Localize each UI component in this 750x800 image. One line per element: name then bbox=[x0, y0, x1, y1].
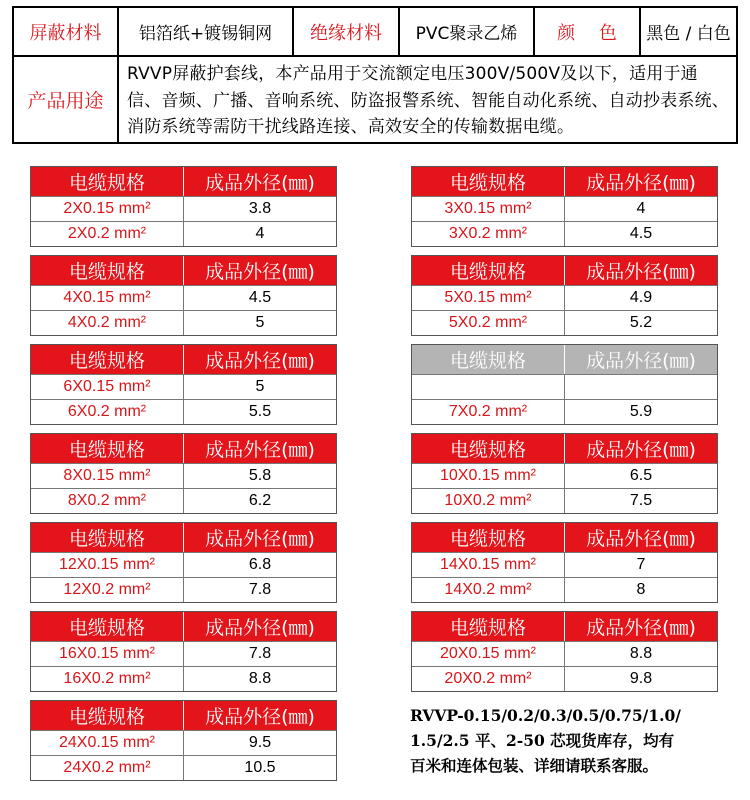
material-row bbox=[14, 8, 736, 57]
spec-table-10-core bbox=[411, 433, 718, 514]
spec-cell: 20X0.2 mm² bbox=[412, 667, 565, 691]
diameter-cell: 7.8 bbox=[248, 645, 272, 662]
spec-column-header: 电缆规格 bbox=[31, 701, 184, 730]
diameter-column-header: 成品外径(㎜) bbox=[205, 439, 315, 461]
table-row bbox=[412, 463, 717, 488]
diameter-cell: 4.5 bbox=[629, 225, 653, 242]
spec-table-header bbox=[31, 167, 336, 196]
stock-note bbox=[410, 703, 740, 778]
diameter-cell: 8.8 bbox=[629, 645, 653, 662]
diameter-column-header: 成品外径(㎜) bbox=[586, 172, 696, 194]
table-row bbox=[412, 374, 717, 399]
usage-row bbox=[14, 57, 736, 142]
usage-label: 产品用途 bbox=[14, 57, 119, 142]
spec-table-4-core bbox=[30, 255, 337, 336]
spec-column-header: 电缆规格 bbox=[31, 523, 184, 552]
spec-table-header bbox=[412, 434, 717, 463]
spec-table-header bbox=[412, 167, 717, 196]
insulation-material-label: 绝缘材料 bbox=[294, 8, 400, 55]
diameter-column-header: 成品外径(㎜) bbox=[586, 439, 696, 461]
table-row bbox=[412, 577, 717, 602]
spec-table-header bbox=[412, 612, 717, 641]
diameter-cell: 5 bbox=[255, 378, 265, 395]
diameter-column-header: 成品外径(㎜) bbox=[586, 528, 696, 550]
spec-cell: 4X0.15 mm² bbox=[31, 286, 184, 310]
diameter-column-header: 成品外径(㎜) bbox=[205, 261, 315, 283]
spec-table-3-core bbox=[411, 166, 718, 247]
spec-column-header: 电缆规格 bbox=[31, 612, 184, 641]
diameter-cell: 5 bbox=[255, 314, 265, 331]
spec-table-header bbox=[412, 256, 717, 285]
diameter-cell bbox=[565, 375, 717, 399]
table-row bbox=[31, 374, 336, 399]
table-row bbox=[412, 310, 717, 335]
spec-cell: 16X0.15 mm² bbox=[31, 642, 184, 666]
spec-cell: 12X0.15 mm² bbox=[31, 553, 184, 577]
spec-table-16-core bbox=[30, 611, 337, 692]
spec-table-header bbox=[31, 701, 336, 730]
spec-cell: 16X0.2 mm² bbox=[31, 667, 184, 691]
diameter-column-header: 成品外径(㎜) bbox=[205, 350, 315, 372]
spec-cell: 14X0.2 mm² bbox=[412, 578, 565, 602]
spec-column-header: 电缆规格 bbox=[412, 612, 565, 641]
table-row bbox=[412, 488, 717, 513]
spec-table-8-core bbox=[30, 433, 337, 514]
table-row bbox=[31, 285, 336, 310]
spec-table-5-core bbox=[411, 255, 718, 336]
spec-cell: 12X0.2 mm² bbox=[31, 578, 184, 602]
table-row bbox=[31, 666, 336, 691]
shield-material-label: 屏蔽材料 bbox=[14, 8, 119, 55]
spec-cell: 3X0.15 mm² bbox=[412, 197, 565, 221]
spec-cell: 14X0.15 mm² bbox=[412, 553, 565, 577]
spec-table-header bbox=[412, 523, 717, 552]
shield-material-value: 铝箔纸+镀锡铜网 bbox=[119, 8, 294, 55]
spec-cell: 10X0.2 mm² bbox=[412, 489, 565, 513]
spec-cell: 5X0.15 mm² bbox=[412, 286, 565, 310]
spec-table-2-core bbox=[30, 166, 337, 247]
diameter-cell: 9.5 bbox=[248, 734, 272, 751]
table-row bbox=[31, 196, 336, 221]
stock-note-line: 百米和连体包装、详细请联系客服。 bbox=[410, 756, 659, 775]
spec-cell: 6X0.15 mm² bbox=[31, 375, 184, 399]
spec-column-header: 电缆规格 bbox=[412, 167, 565, 196]
spec-cell: 2X0.2 mm² bbox=[31, 222, 184, 246]
diameter-cell: 5.8 bbox=[248, 467, 272, 484]
spec-column-header: 电缆规格 bbox=[412, 345, 565, 374]
spec-cell: 4X0.2 mm² bbox=[31, 311, 184, 335]
table-row bbox=[412, 399, 717, 424]
spec-column-header: 电缆规格 bbox=[31, 167, 184, 196]
insulation-material-value: PVC聚录乙烯 bbox=[400, 8, 535, 55]
spec-table-20-core bbox=[411, 611, 718, 692]
spec-table-12-core bbox=[30, 522, 337, 603]
diameter-column-header: 成品外径(㎜) bbox=[586, 261, 696, 283]
diameter-column-header: 成品外径(㎜) bbox=[586, 350, 696, 372]
table-row bbox=[31, 641, 336, 666]
spec-table-header bbox=[31, 612, 336, 641]
usage-description: RVVP屏蔽护套线，本产品用于交流额定电压300V/500V及以下，适用于通信、音频、广播、音响系统、防盗报警系统、智能自动化系统、自动抄表系统、消防系统等需防干扰线路连接、高效安全的传输数据电缆。 bbox=[127, 64, 729, 137]
table-row bbox=[31, 310, 336, 335]
table-row bbox=[412, 285, 717, 310]
diameter-column-header: 成品外径(㎜) bbox=[205, 528, 315, 550]
spec-table-6-core bbox=[30, 344, 337, 425]
table-row bbox=[31, 755, 336, 780]
table-row bbox=[31, 488, 336, 513]
table-row bbox=[412, 666, 717, 691]
diameter-cell: 3.8 bbox=[248, 200, 272, 217]
diameter-column-header: 成品外径(㎜) bbox=[205, 172, 315, 194]
diameter-cell: 6.2 bbox=[248, 492, 272, 509]
spec-cell: 5X0.2 mm² bbox=[412, 311, 565, 335]
table-row bbox=[412, 641, 717, 666]
table-row bbox=[412, 196, 717, 221]
spec-table-header bbox=[31, 523, 336, 552]
spec-table-7-core bbox=[411, 344, 718, 425]
diameter-cell: 9.8 bbox=[629, 670, 653, 687]
diameter-column-header: 成品外径(㎜) bbox=[205, 617, 315, 639]
color-value: 黑色 / 白色 bbox=[646, 24, 731, 44]
diameter-cell: 7 bbox=[636, 556, 646, 573]
diameter-cell: 4 bbox=[636, 200, 646, 217]
diameter-cell: 5.5 bbox=[248, 403, 272, 420]
spec-cell: 7X0.2 mm² bbox=[412, 400, 565, 424]
diameter-cell: 8.8 bbox=[248, 670, 272, 687]
spec-column-header: 电缆规格 bbox=[412, 256, 565, 285]
stock-note-line: 1.5/2.5 平、2-50 芯现货库存，均有 bbox=[410, 731, 675, 750]
spec-column-header: 电缆规格 bbox=[412, 523, 565, 552]
spec-table-header bbox=[31, 256, 336, 285]
spec-cell: 10X0.15 mm² bbox=[412, 464, 565, 488]
spec-cell: 3X0.2 mm² bbox=[412, 222, 565, 246]
diameter-cell: 8 bbox=[636, 581, 646, 598]
spec-cell: 24X0.2 mm² bbox=[31, 756, 184, 780]
stock-note-line: RVVP-0.15/0.2/0.3/0.5/0.75/1.0/ bbox=[410, 706, 681, 725]
diameter-cell: 6.8 bbox=[248, 556, 272, 573]
spec-column-header: 电缆规格 bbox=[31, 345, 184, 374]
diameter-cell: 5.2 bbox=[629, 314, 653, 331]
diameter-cell: 4.5 bbox=[248, 289, 272, 306]
table-row bbox=[31, 463, 336, 488]
spec-table-24-core bbox=[30, 700, 337, 781]
diameter-cell: 7.8 bbox=[248, 581, 272, 598]
table-row bbox=[412, 221, 717, 246]
diameter-column-header: 成品外径(㎜) bbox=[205, 706, 315, 728]
spec-table-14-core bbox=[411, 522, 718, 603]
spec-cell bbox=[412, 375, 565, 399]
spec-cell: 8X0.15 mm² bbox=[31, 464, 184, 488]
table-row bbox=[412, 552, 717, 577]
spec-table-header bbox=[31, 434, 336, 463]
table-row bbox=[31, 730, 336, 755]
spec-table-header bbox=[412, 345, 717, 374]
spec-cell: 20X0.15 mm² bbox=[412, 642, 565, 666]
diameter-column-header: 成品外径(㎜) bbox=[586, 617, 696, 639]
diameter-cell: 4 bbox=[255, 225, 265, 242]
product-info-table bbox=[12, 6, 738, 144]
table-row bbox=[31, 399, 336, 424]
color-label: 颜 色 bbox=[535, 8, 641, 55]
spec-column-header: 电缆规格 bbox=[412, 434, 565, 463]
spec-column-header: 电缆规格 bbox=[31, 256, 184, 285]
diameter-cell: 5.9 bbox=[629, 403, 653, 420]
diameter-cell: 10.5 bbox=[244, 759, 276, 776]
diameter-cell: 7.5 bbox=[629, 492, 653, 509]
diameter-cell: 6.5 bbox=[629, 467, 653, 484]
spec-cell: 2X0.15 mm² bbox=[31, 197, 184, 221]
table-row bbox=[31, 221, 336, 246]
table-row bbox=[31, 552, 336, 577]
spec-cell: 6X0.2 mm² bbox=[31, 400, 184, 424]
spec-cell: 24X0.15 mm² bbox=[31, 731, 184, 755]
table-row bbox=[31, 577, 336, 602]
spec-table-header bbox=[31, 345, 336, 374]
diameter-cell: 4.9 bbox=[629, 289, 653, 306]
spec-cell: 8X0.2 mm² bbox=[31, 489, 184, 513]
spec-column-header: 电缆规格 bbox=[31, 434, 184, 463]
